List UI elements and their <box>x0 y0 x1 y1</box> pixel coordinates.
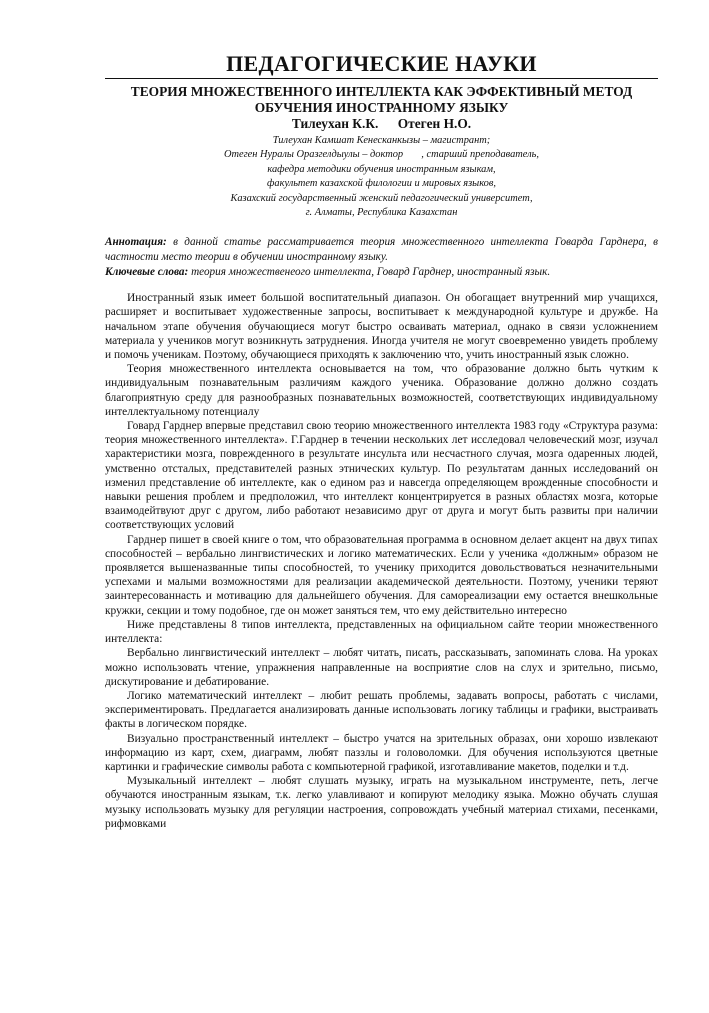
affiliation-line: факультет казахской филологии и мировых языков, <box>267 178 496 190</box>
section-title: ПЕДАГОГИЧЕСКИЕ НАУКИ <box>226 51 537 76</box>
body-paragraph: Вербально лингвистический интеллект – любят читать, писать, рассказывать, запоминать слова. На уроках можно использовать чтение, упражнения направленные на восприятие слов на слух и зрительно, письмо, дискутирование и дебатирование. <box>105 647 658 688</box>
abstract <box>105 235 658 264</box>
keywords-text: теория множественеого интеллекта, Говард Гарднер, иностранный язык. <box>191 265 551 278</box>
body-paragraph: Визуально пространственный интеллект – быстро учатся на зрительных образах, они хорошо извлекают информацию из карт, схем, диаграмм, любят паззлы и головоломки. Для обучения используются цветные картинки и графические символы работа с компьютерной графикой, изготавливание макетов, поделки и т.д. <box>105 732 658 773</box>
author-name: Тилеухан К.К. <box>291 116 379 131</box>
body-paragraph: Гарднер пишет в своей книге о том, что образовательная программа в основном делает акцент на двух типах способностей – вербально лингвистических и логико математических. Если у ученика «должным» образом не проявляется вышеназванные типы способностей, то ученику приходится довольствоваться незначительными успехами и малыми возможностями для реализации академической деятельности. Поэтому, ученики теряют заинтересованнасть и мотивацию для дальнейшего обучения. Для самореализации ему остается внешкольные кружки, секции и тому подобное, где он может заняться тем, что ему действительно интересно <box>105 533 658 617</box>
body-paragraph: Музыкальный интеллект – любят слушать музыку, играть на музыкальном инструменте, петь, легче обучаются иностранным языкам, т.к. легко улавливают и копируют мелодику языка. Можно обучать слушая музыку использовать музыку для регуляции настроения, сопровождать учебный материал стихами, песенками, рифмовками <box>105 775 658 830</box>
affiliation-line: Казахский государственный женский педагогический университет, <box>230 192 533 204</box>
body-paragraph: Логико математический интеллект – любит решать проблемы, задавать вопросы, работать с числами, экспериментировать. Предлагается анализировать данные использовать логику таблицы и графики, выстраивать факты в логическом порядке. <box>105 689 658 731</box>
author-affiliations <box>105 134 658 220</box>
abstract-text: в данной статье рассматривается теория множественного интеллекта Говарда Гарднера, в частности место теории в обучении иностранному языку. <box>105 236 658 264</box>
body-paragraph: Теория множественного интеллекта основывается на том, что образование должно быть чутким к индивидуальным познавательным различиям каждого ученика. Образование должно должно создать благоприятную среду для разнообразных познавательных возможностей, соответствующих индивидуальному интеллектуальному потенциалу <box>105 363 658 418</box>
section-divider <box>105 78 658 79</box>
body-paragraph: Иностранный язык имеет большой воспитательный диапазон. Он обогащает внутренний мир учащихся, расширяет и воспитывает художественные запросы, воспитывает к международной культуре и дружбе. На начальном этапе обучения обучающиеся могут быстро осваивать материал, однако в связи усложнением материала у учеников могут возникнуть затруднения. Иногда учителя не могут своевременно увидеть проблему и помочь ученикам. Поэтому, обучающиеся приходять к заключению что, учить иностранный язык сложно. <box>105 292 658 362</box>
keywords <box>105 265 658 280</box>
keywords-label: Ключевые слова: <box>105 265 189 278</box>
article-title: ТЕОРИЯ МНОЖЕСТВЕННОГО ИНТЕЛЛЕКТА КАК ЭФФЕКТИВНЫЙ МЕТОД ОБУЧЕНИЯ ИНОСТРАННОМУ ЯЗЫКУ <box>130 84 633 115</box>
author-name: Отеген Н.О. <box>397 116 472 131</box>
abstract-block <box>105 235 658 279</box>
journal-page <box>105 52 658 831</box>
affiliation-line: Тилеухан Камшат Кенесканкызы – магистрант; <box>272 135 491 146</box>
article-body <box>105 291 658 831</box>
affiliation-line: кафедра методики обучения иностранным языкам, <box>267 163 496 175</box>
affiliation-line: г. Алматы, Республика Казахстан <box>305 207 458 219</box>
body-paragraph: Говард Гарднер впервые представил свою теорию множественного интеллекта 1983 году «Структура разума: теория множественного интеллекта». Г.Гарднер в течении нескольких лет исследовал человеческий мозг, изучал характеристики мозга, поврежденного в результате инсульта или несчастного случая, мозга одаренных людей, умственно отсталых, представителей разных этнических культур. По результатам данных исследований он изменил представление об интеллекте, как о едином раз и навсегда определяющем врожденные способности и навыки решения проблем и предположил, что интеллект концентрируется в разных областях мозга, которые взаимодейтвуют друг с другом, либо работают независимо друг от друга и могут быть развиты при наличии соответствующих условий <box>105 420 658 532</box>
body-paragraph: Ниже представлены 8 типов интеллекта, представленных на официальном сайте теории множественного интеллекта: <box>105 618 658 646</box>
article-authors <box>105 116 658 132</box>
abstract-label: Аннотация: <box>105 236 167 249</box>
affiliation-line: Отеген Нуралы Оразгелдыулы – доктор , старший преподаватель, <box>223 149 539 161</box>
